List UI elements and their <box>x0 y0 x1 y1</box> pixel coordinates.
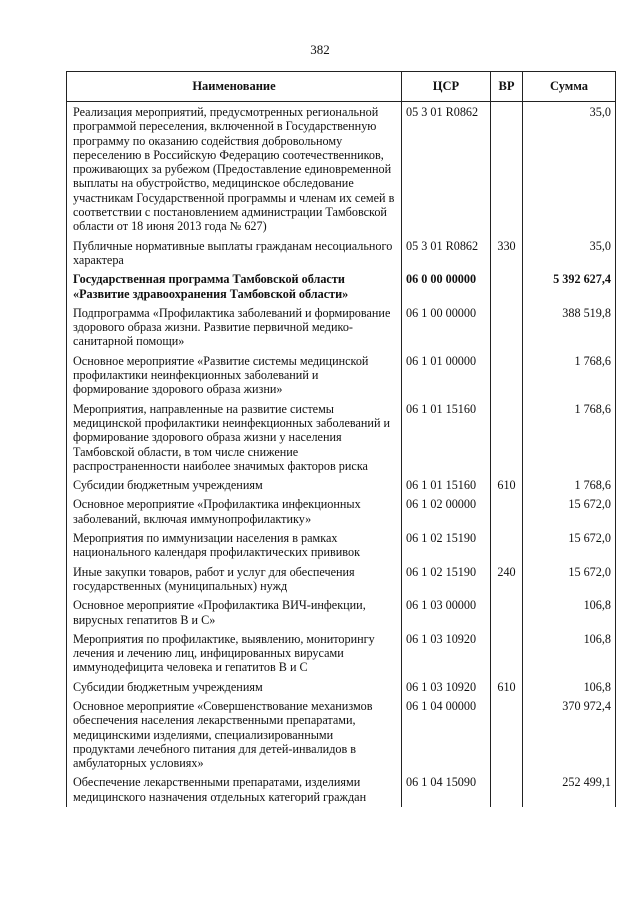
cell-name: Мероприятия по профилактике, выявлению, мониторингу лечения и лечению лиц, инфицированных вирусами иммунодефицита человека и гепатитов В и С <box>67 630 402 678</box>
header-name: Наименование <box>67 72 402 102</box>
cell-code: 06 1 02 15190 <box>402 529 491 563</box>
table-row <box>67 102 616 237</box>
cell-vr <box>491 529 523 563</box>
table-row <box>67 596 616 630</box>
table-row <box>67 563 616 597</box>
cell-name: Основное мероприятие «Совершенствование механизмов обеспечения населения лекарственными препаратами, медицинскими изделиями, специализированными продуктами лечебного питания для детей-инвалидов в амбулаторных условиях» <box>67 697 402 773</box>
cell-vr <box>491 630 523 678</box>
cell-name: Субсидии бюджетным учреждениям <box>67 476 402 495</box>
cell-code: 06 1 03 10920 <box>402 678 491 697</box>
cell-vr <box>491 352 523 400</box>
cell-vr <box>491 400 523 476</box>
cell-code: 06 1 01 15160 <box>402 476 491 495</box>
cell-vr: 610 <box>491 476 523 495</box>
cell-sum: 370 972,4 <box>523 697 616 773</box>
table-row <box>67 476 616 495</box>
table-row <box>67 630 616 678</box>
budget-table <box>66 71 616 807</box>
cell-name: Основное мероприятие «Развитие системы медицинской профилактики неинфекционных заболеваний и формирование здорового образа жизни» <box>67 352 402 400</box>
cell-vr <box>491 304 523 352</box>
header-code: ЦСР <box>402 72 491 102</box>
cell-code: 06 1 03 00000 <box>402 596 491 630</box>
cell-code: 05 3 01 R0862 <box>402 102 491 237</box>
cell-sum: 106,8 <box>523 630 616 678</box>
header-vr: ВР <box>491 72 523 102</box>
cell-code: 06 1 04 15090 <box>402 773 491 807</box>
cell-vr <box>491 495 523 529</box>
cell-code: 05 3 01 R0862 <box>402 237 491 271</box>
table-header <box>67 72 616 102</box>
cell-name: Мероприятия, направленные на развитие системы медицинской профилактики неинфекционных заболеваний и формирование здорового образа жизни у населения Тамбовской области, в том числе снижение распространенности наиболее значимых факторов риска <box>67 400 402 476</box>
cell-name: Основное мероприятие «Профилактика инфекционных заболеваний, включая иммунопрофилактику» <box>67 495 402 529</box>
cell-sum: 35,0 <box>523 237 616 271</box>
cell-code: 06 1 04 00000 <box>402 697 491 773</box>
cell-code: 06 1 01 15160 <box>402 400 491 476</box>
cell-name: Публичные нормативные выплаты гражданам несоциального характера <box>67 237 402 271</box>
cell-sum: 35,0 <box>523 102 616 237</box>
table-row <box>67 697 616 773</box>
table-row <box>67 270 616 304</box>
table-row <box>67 400 616 476</box>
cell-code: 06 0 00 00000 <box>402 270 491 304</box>
cell-vr: 330 <box>491 237 523 271</box>
table-body <box>67 102 616 808</box>
cell-sum: 252 499,1 <box>523 773 616 807</box>
table-row <box>67 304 616 352</box>
table-row <box>67 773 616 807</box>
table-row <box>67 352 616 400</box>
cell-sum: 1 768,6 <box>523 352 616 400</box>
cell-name: Государственная программа Тамбовской области «Развитие здравоохранения Тамбовской области» <box>67 270 402 304</box>
cell-vr <box>491 102 523 237</box>
cell-code: 06 1 01 00000 <box>402 352 491 400</box>
cell-code: 06 1 00 00000 <box>402 304 491 352</box>
cell-name: Подпрограмма «Профилактика заболеваний и формирование здорового образа жизни. Развитие первичной медико-санитарной помощи» <box>67 304 402 352</box>
cell-sum: 106,8 <box>523 678 616 697</box>
table-row <box>67 678 616 697</box>
table-row <box>67 529 616 563</box>
cell-vr: 240 <box>491 563 523 597</box>
cell-code: 06 1 02 15190 <box>402 563 491 597</box>
cell-name: Основное мероприятие «Профилактика ВИЧ-инфекции, вирусных гепатитов В и С» <box>67 596 402 630</box>
cell-code: 06 1 03 10920 <box>402 630 491 678</box>
cell-vr <box>491 596 523 630</box>
cell-sum: 388 519,8 <box>523 304 616 352</box>
cell-sum: 1 768,6 <box>523 476 616 495</box>
cell-name: Мероприятия по иммунизации населения в рамках национального календаря профилактических прививок <box>67 529 402 563</box>
cell-sum: 5 392 627,4 <box>523 270 616 304</box>
cell-sum: 106,8 <box>523 596 616 630</box>
cell-name: Иные закупки товаров, работ и услуг для обеспечения государственных (муниципальных) нужд <box>67 563 402 597</box>
cell-sum: 1 768,6 <box>523 400 616 476</box>
page-number: 382 <box>310 42 330 57</box>
cell-sum: 15 672,0 <box>523 529 616 563</box>
cell-vr <box>491 270 523 304</box>
cell-name: Реализация мероприятий, предусмотренных региональной программой переселения, включенной в Государственную программу по оказанию содействия добровольному переселению в Российскую Федерацию соотечественников, проживающих за рубежом (Предоставление единовременной выплаты на обустройство, медицинское обследование участникам Государственной программы и членам их семей в соответствии с постановлением администрации Тамбовской области от 18 июня 2013 года № 627) <box>67 102 402 237</box>
table-row <box>67 237 616 271</box>
cell-vr <box>491 697 523 773</box>
cell-vr <box>491 773 523 807</box>
cell-vr: 610 <box>491 678 523 697</box>
table-row <box>67 495 616 529</box>
cell-code: 06 1 02 00000 <box>402 495 491 529</box>
cell-sum: 15 672,0 <box>523 495 616 529</box>
cell-sum: 15 672,0 <box>523 563 616 597</box>
cell-name: Субсидии бюджетным учреждениям <box>67 678 402 697</box>
cell-name: Обеспечение лекарственными препаратами, изделиями медицинского назначения отдельных категорий граждан <box>67 773 402 807</box>
header-sum: Сумма <box>523 72 616 102</box>
